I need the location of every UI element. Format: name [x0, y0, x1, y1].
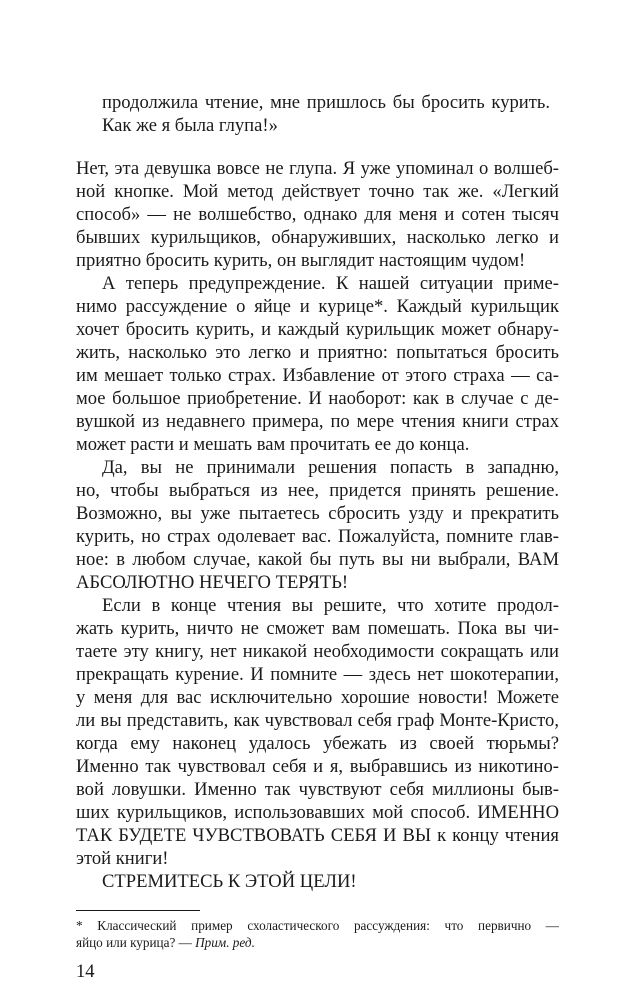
body-line: Да, вы не принимали решения попасть в западню, [102, 457, 559, 478]
body-line: приятно бросить курить, он выглядит настоящим чудом! [76, 250, 526, 271]
body-line: мое большое приобретение. И наоборот: как в случае с де- [76, 388, 559, 409]
body-line: Возможно, вы уже пытаетесь сбросить узду и прекратить [76, 503, 559, 524]
body-line: АБСОЛЮТНО НЕЧЕГО ТЕРЯТЬ! [76, 572, 349, 593]
body-line: Именно так чувствовал себя и я, выбравшись из никотино- [76, 756, 559, 777]
body-line: может расти и мешать вам прочитать ее до конца. [76, 434, 470, 455]
body-line: таете эту книгу, нет никакой необходимости сокращать или [76, 641, 559, 662]
footnote-text: яйцо или курица? — [76, 935, 196, 950]
body-line: ли вы представить, как чувствовал себя граф Монте-Кристо, [76, 710, 559, 731]
body-line: им мешает только страх. Избавление от этого страха — са- [76, 365, 559, 386]
page-number: 14 [76, 961, 95, 982]
footnote-rule [76, 910, 200, 911]
body-line: ших курильщиков, использовавших мой способ. ИМЕННО [76, 802, 559, 823]
quote-line: продолжила чтение, мне пришлось бы бросить курить. [102, 92, 550, 113]
body-line: у меня для вас исключительно хорошие новости! Можете [76, 687, 559, 708]
body-line: ной кнопке. Мой метод действует точно так же. «Легкий [76, 181, 559, 202]
footnote-line [76, 934, 255, 951]
body-line: жать курить, ничто не сможет вам помешать. Пока вы чи- [76, 618, 559, 639]
body-line: Если в конце чтения вы решите, что хотите продол- [102, 595, 559, 616]
body-line: хочет бросить курить, и каждый курильщик может обнару- [76, 319, 559, 340]
body-line: вушкой из недавнего примера, по мере чтения книги страх [76, 411, 559, 432]
body-line: нимо рассуждение о яйце и курице*. Каждый курильщик [76, 296, 559, 317]
body-line: жить, насколько это легко и приятно: попытаться бросить [76, 342, 559, 363]
body-line: прекращать курение. И помните — здесь нет шокотерапии, [76, 664, 559, 685]
footnote-line: * Классический пример схоластического рассуждения: что первично — [76, 918, 559, 933]
body-line: вой ловушки. Именно так чувствуют себя миллионы быв- [76, 779, 559, 800]
body-line: ТАК БУДЕТЕ ЧУВСТВОВАТЬ СЕБЯ И ВЫ к концу чтения [76, 825, 559, 846]
body-line: но, чтобы выбраться из нее, придется принять решение. [76, 480, 559, 501]
body-line: бывших курильщиков, обнаруживших, насколько легко и [76, 227, 559, 248]
body-line: ное: в любом случае, какой бы путь вы ни выбрали, ВАМ [76, 549, 559, 570]
body-line: Нет, эта девушка вовсе не глупа. Я уже упоминал о волшеб- [76, 158, 559, 179]
body-line: А теперь предупреждение. К нашей ситуации приме- [102, 273, 559, 294]
body-line: когда ему наконец удалось убежать из своей тюрьмы? [76, 733, 559, 754]
footnote-editor-note: Прим. ред. [195, 935, 255, 950]
body-line: способ» — не волшебство, однако для меня и сотен тысяч [76, 204, 559, 225]
quote-line: Как же я была глупа!» [102, 115, 278, 136]
body-line: курить, но страх одолевает вас. Пожалуйста, помните глав- [76, 526, 559, 547]
body-line: этой книги! [76, 848, 169, 869]
body-line: СТРЕМИТЕСЬ К ЭТОЙ ЦЕЛИ! [102, 871, 357, 892]
